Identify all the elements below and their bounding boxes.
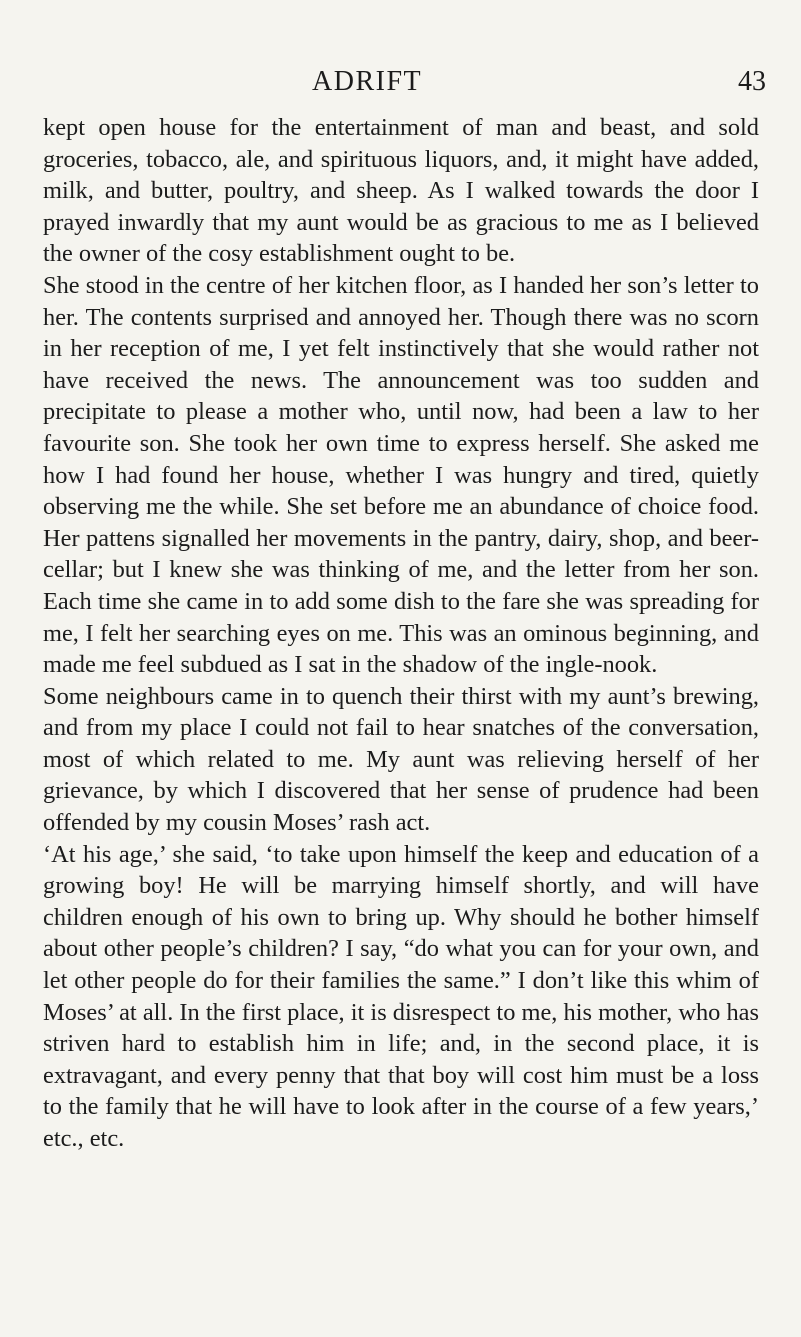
paragraph: ‘At his age,’ she said, ‘to take upon himself the keep and education of a growing boy! He will be marrying himself shortly, and will have children enough of his own to bring up. Why should he bother himself about other people’s children? I say, “do what you can for your own, and let other people do for their families the same.” I don’t like this whim of Moses’ at all. In the first place, it is disrespect to me, his mother, who has striven hard to establish him in life; and, in the second place, it is extravagant, and every penny that that boy will cost him must be a loss to the family that he will have to look after in the course of a few years,’ etc., etc.: [43, 840, 759, 1152]
paragraph: kept open house for the entertainment of man and beast, and sold groceries, tobacco, ale, and spirituous liquors, and, it might have added, milk, and butter, poultry, and sheep. As I walked towards the door I prayed inwardly that my aunt would be as gracious to me as I believed the owner of the cosy establishment ought to be.: [43, 114, 759, 268]
body-text: [43, 112, 759, 1155]
chapter-title: ADRIFT: [312, 66, 423, 97]
running-head: [0, 62, 801, 102]
paragraph: She stood in the centre of her kitchen floor, as I handed her son’s letter to her. The contents surprised and annoyed her. Though there was no scorn in her reception of me, I yet felt instinctively that she would rather not have received the news. The announcement was too sudden and precipitate to please a mother who, until now, had been a law to her favourite son. She took her own time to express herself. She asked me how I had found her house, whether I was hungry and tired, quietly observing me the while. She set before me an abundance of choice food. Her pattens signalled her movements in the pantry, dairy, shop, and beer-cellar; but I knew she was thinking of me, and the letter from her son. Each time she came in to add some dish to the fare she was spreading for me, I felt her searching eyes on me. This was an ominous beginning, and made me feel subdued as I sat in the shadow of the ingle-nook.: [43, 271, 759, 679]
paragraph: Some neighbours came in to quench their thirst with my aunt’s brewing, and from my place I could not fail to hear snatches of the conversation, most of which related to me. My aunt was relieving herself of her grievance, by which I discovered that her sense of prudence had been offended by my cousin Moses’ rash act.: [43, 682, 759, 837]
page-number: 43: [738, 66, 766, 97]
